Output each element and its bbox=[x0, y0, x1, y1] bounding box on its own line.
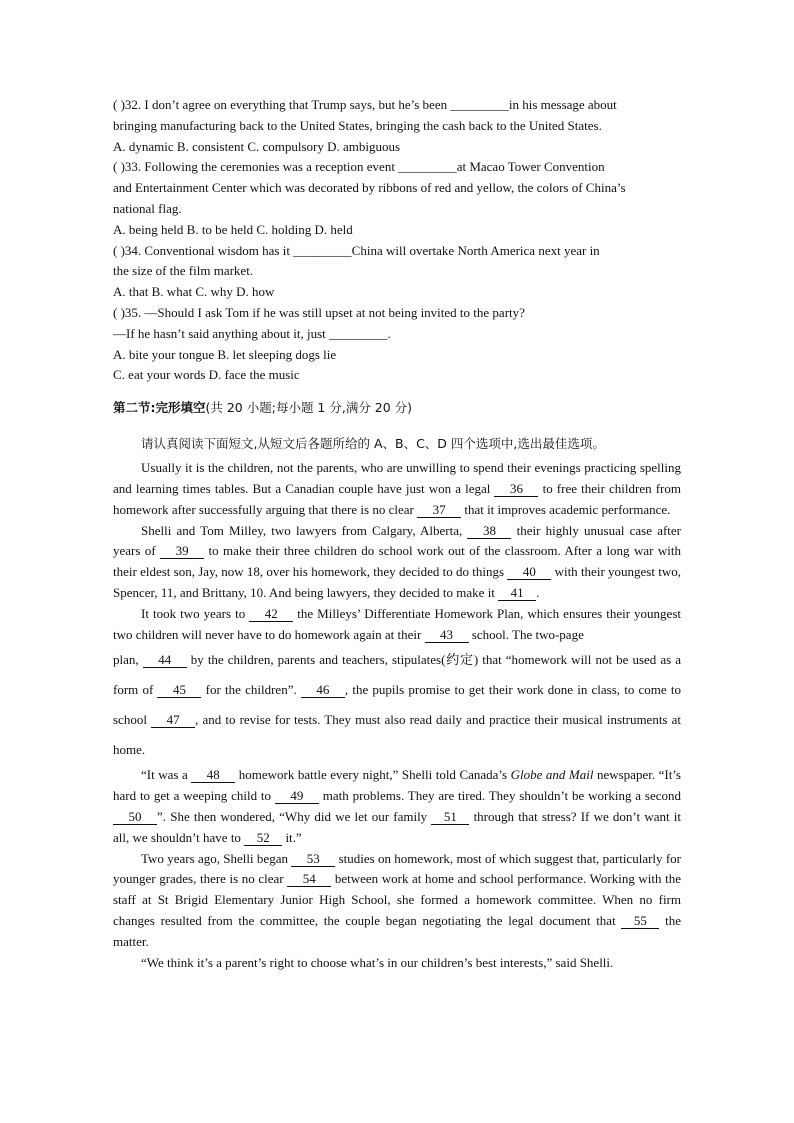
blank-52: 52 bbox=[244, 831, 282, 846]
question-line: ( )35. —Should I ask Tom if he was still upset at not being invited to the party? bbox=[113, 304, 525, 320]
answer-options: A. being held B. to be held C. holding D. held bbox=[113, 221, 353, 237]
passage-paragraph-4: “It was a 48 homework battle every night,” Shelli told Canada’s Globe and Mail newspaper. “It’s hard to get a weeping child to 49 math problems. They are tired. They shouldn’t be working a second 50 ”. She then wondered, “Why did we let our family 51 through that stress? If we don’t want it all, we shouldn’t have to 52 it.” bbox=[113, 767, 681, 845]
passage-paragraph-6: “We think it’s a parent’s right to choose what’s in our children’s best interests,” said Shelli. bbox=[141, 954, 614, 970]
passage-paragraph-3: It took two years to 42 the Milleys’ Differentiate Homework Plan, which ensures their youngest two children will never have to do homework again at their 43 school. The two-page bbox=[113, 605, 681, 642]
answer-options: A. bite your tongue B. let sleeping dogs lie bbox=[113, 346, 337, 362]
answer-options: A. that B. what C. why D. how bbox=[113, 284, 275, 300]
blank-36: 36 bbox=[494, 482, 538, 497]
blank-39: 39 bbox=[160, 544, 204, 559]
question-33 bbox=[113, 157, 681, 240]
answer-options: A. dynamic B. consistent C. compulsory D. ambiguous bbox=[113, 138, 401, 154]
question-line: the size of the film market. bbox=[113, 263, 254, 279]
question-line: and Entertainment Center which was decorated by ribbons of red and yellow, the colors of China’s bbox=[113, 180, 626, 196]
section-title: 第二节:完形填空 bbox=[113, 400, 206, 416]
blank-41: 41 bbox=[498, 586, 536, 601]
blank-42: 42 bbox=[249, 607, 293, 622]
blank-43: 43 bbox=[425, 628, 469, 643]
blank-48: 48 bbox=[191, 768, 235, 783]
blank-54: 54 bbox=[287, 872, 331, 887]
section-note: (共 20 小题;每小题 1 分,满分 20 分) bbox=[205, 400, 413, 416]
blank-55: 55 bbox=[621, 914, 659, 929]
document-page bbox=[113, 95, 681, 973]
section-heading bbox=[113, 398, 681, 416]
passage-paragraph-2: Shelli and Tom Milley, two lawyers from Calgary, Alberta, 38 their highly unusual case after years of 39 to make their three children do school work out of the classroom. After a long war with their eldest son, Jay, now 18, over his homework, they decided to do things 40 with their youngest two, Spencer, 11, and Brittany, 10. And being lawyers, they decided to make it 41 . bbox=[113, 522, 682, 600]
blank-53: 53 bbox=[291, 852, 335, 867]
passage-paragraph-3-cont: plan, 44 by the children, parents and teachers, stipulates(约定) that “homework will not be used as a form of 45 for the children”. 46 , the pupils promise to get their work done in class, to come to school 47 , and to revise for tests. They must also read daily and practice their musical instruments at home. bbox=[113, 652, 681, 758]
passage-paragraph-5: Two years ago, Shelli began 53 studies on homework, most of which suggest that, particularly for younger grades, there is no clear 54 between work at home and school performance. Working with the staff at St Brigid Elementary Junior High School, she formed a homework committee. When no firm changes resulted from the committee, the couple began negotiating the legal document that 55 the matter. bbox=[113, 850, 681, 949]
blank-37: 37 bbox=[417, 503, 461, 518]
question-35 bbox=[113, 303, 681, 386]
instruction: 请认真阅读下面短文,从短文后各题所给的 A、B、C、D 四个选项中,选出最佳选项。 bbox=[141, 436, 605, 452]
passage-paragraph-1: Usually it is the children, not the parents, who are unwilling to spend their evenings practicing spelling and learning times tables. But a Canadian couple have just won a legal 36 to free their children from homework after successfully arguing that there is no clear 37 that it improves academic performance. bbox=[113, 460, 681, 517]
question-line: national flag. bbox=[113, 200, 182, 216]
blank-49: 49 bbox=[275, 789, 319, 804]
question-line: ( )32. I don’t agree on everything that Trump says, but he’s been _________in his message about bbox=[113, 97, 617, 112]
blank-38: 38 bbox=[467, 524, 511, 539]
blank-44: 44 bbox=[143, 653, 187, 668]
answer-options: C. eat your words D. face the music bbox=[113, 367, 300, 383]
blank-50: 50 bbox=[113, 810, 157, 825]
blank-46: 46 bbox=[301, 683, 345, 698]
question-line: ( )33. Following the ceremonies was a reception event _________at Macao Tower Convention bbox=[113, 159, 605, 175]
question-line: —If he hasn’t said anything about it, just _________. bbox=[113, 325, 391, 341]
blank-51: 51 bbox=[431, 810, 469, 825]
question-line: bringing manufacturing back to the United States, bringing the cash back to the United States. bbox=[113, 117, 602, 133]
blank-40: 40 bbox=[507, 565, 551, 580]
question-34 bbox=[113, 241, 681, 303]
newspaper-title: Globe and Mail bbox=[510, 767, 594, 783]
question-line: ( )34. Conventional wisdom has it _________China will overtake North America next year in bbox=[113, 242, 600, 258]
question-32 bbox=[113, 95, 681, 157]
blank-47: 47 bbox=[151, 713, 195, 728]
blank-45: 45 bbox=[157, 683, 201, 698]
